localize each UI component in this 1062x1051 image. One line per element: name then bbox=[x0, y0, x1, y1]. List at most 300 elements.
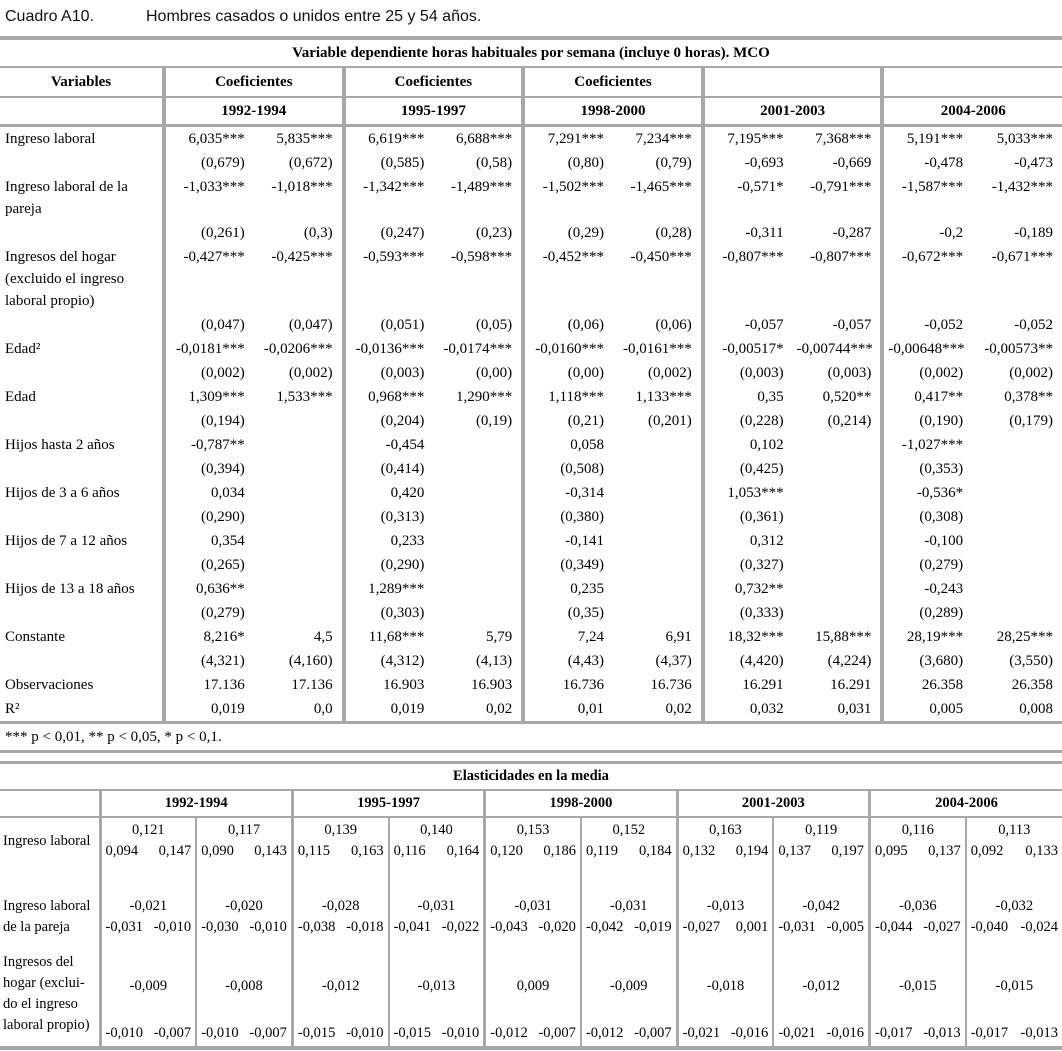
value-cell: 0,520** bbox=[822, 389, 872, 405]
row-label: Hijos de 13 a 18 años bbox=[5, 581, 135, 597]
confidence-interval bbox=[294, 841, 388, 862]
ci-bound: -0,031 bbox=[105, 919, 143, 935]
ci-bound: -0,021 bbox=[682, 1025, 721, 1041]
elasticity-cell bbox=[581, 894, 677, 950]
ci-bound: 0,116 bbox=[393, 843, 426, 859]
row-label: R² bbox=[5, 701, 20, 717]
period-header: 1992-1994 bbox=[164, 97, 344, 126]
confidence-interval bbox=[294, 1023, 388, 1044]
point-estimate: 0,117 bbox=[227, 822, 261, 838]
ci-bound: -0,016 bbox=[826, 1025, 864, 1041]
value-cell: -0,057 bbox=[832, 317, 872, 333]
point-estimate: -0,032 bbox=[995, 898, 1034, 914]
regression-table-body bbox=[0, 126, 1062, 723]
value-cell: -0,672*** bbox=[882, 245, 972, 313]
value-cell: (0,349) bbox=[523, 553, 613, 577]
ci-bound: -0,015 bbox=[393, 1025, 432, 1041]
ci-bound: -0,043 bbox=[490, 919, 528, 935]
value-cell: (0,21) bbox=[523, 409, 613, 433]
confidence-interval bbox=[486, 841, 580, 862]
ci-bound: -0,018 bbox=[346, 919, 384, 935]
ci-bound: -0,010 bbox=[201, 1025, 239, 1041]
point-estimate: 0,152 bbox=[612, 822, 646, 838]
value-cell: -0,00744*** bbox=[796, 341, 873, 357]
ci-bound: -0,013 bbox=[923, 1025, 961, 1041]
value-cell: (0,051) bbox=[344, 313, 434, 337]
value-cell: 0,02 bbox=[665, 701, 692, 717]
row-label: Edad² bbox=[5, 341, 41, 357]
table-row bbox=[0, 673, 1062, 697]
table-row bbox=[0, 385, 1062, 409]
elasticity-cell bbox=[485, 894, 581, 950]
ci-bound: 0,163 bbox=[350, 843, 384, 859]
confidence-interval bbox=[294, 917, 388, 938]
value-cell bbox=[433, 433, 523, 457]
value-cell bbox=[433, 601, 523, 625]
value-cell: 17.136 bbox=[291, 677, 333, 693]
value-cell: -0,243 bbox=[882, 577, 972, 601]
value-cell: -0,00648*** bbox=[882, 337, 972, 361]
value-cell bbox=[433, 457, 523, 481]
value-cell: 6,619*** bbox=[344, 126, 434, 152]
row-label: Constante bbox=[5, 629, 65, 645]
coefficients-header bbox=[882, 67, 1062, 97]
confidence-interval bbox=[774, 917, 868, 938]
table-row bbox=[0, 126, 1062, 152]
value-cell: 0,008 bbox=[1019, 701, 1054, 717]
value-cell: (0,06) bbox=[523, 313, 613, 337]
elasticity-cell bbox=[292, 950, 388, 1048]
value-cell bbox=[972, 505, 1062, 529]
value-cell: -0,0174*** bbox=[443, 341, 513, 357]
value-cell: 5,835*** bbox=[276, 131, 333, 147]
value-cell: 0,732** bbox=[703, 577, 793, 601]
value-cell bbox=[613, 577, 703, 601]
value-cell: 5,79 bbox=[485, 629, 513, 645]
value-cell: -0,311 bbox=[703, 221, 793, 245]
value-cell: -0,141 bbox=[523, 529, 613, 553]
value-cell: -0,669 bbox=[832, 155, 872, 171]
point-estimate: 0,113 bbox=[998, 822, 1031, 838]
value-cell: 0,005 bbox=[882, 697, 972, 723]
value-cell: (0,672) bbox=[288, 155, 333, 171]
point-estimate: -0,021 bbox=[129, 898, 168, 914]
confidence-interval bbox=[390, 917, 484, 938]
ci-bound: -0,042 bbox=[585, 919, 624, 935]
row-label bbox=[0, 553, 164, 577]
point-estimate: -0,020 bbox=[225, 898, 263, 914]
value-cell: (0,290) bbox=[344, 553, 434, 577]
confidence-interval bbox=[774, 1023, 868, 1044]
value-cell bbox=[613, 553, 703, 577]
value-cell: (0,380) bbox=[523, 505, 613, 529]
elasticity-cell bbox=[389, 950, 485, 1048]
ci-bound: -0,038 bbox=[297, 919, 336, 935]
value-cell: -1,018*** bbox=[271, 179, 333, 195]
value-cell: 5,033*** bbox=[996, 131, 1054, 147]
value-cell: (0,003) bbox=[703, 361, 793, 385]
ci-bound: -0,030 bbox=[201, 919, 239, 935]
value-cell bbox=[433, 577, 523, 601]
value-cell: 26.358 bbox=[1011, 677, 1054, 693]
point-estimate: 0,163 bbox=[709, 822, 742, 838]
row-label: Ingreso laboral de la pareja bbox=[3, 898, 91, 935]
elasticity-years-row bbox=[0, 790, 1062, 817]
elasticity-cell bbox=[389, 817, 485, 894]
confidence-interval bbox=[582, 841, 676, 862]
value-cell: (0,002) bbox=[882, 361, 972, 385]
value-cell: 1,289*** bbox=[344, 577, 434, 601]
point-estimate: 0,116 bbox=[901, 822, 934, 838]
value-cell: -0,454 bbox=[344, 433, 434, 457]
value-cell: 16.736 bbox=[650, 677, 692, 693]
point-estimate: 0,121 bbox=[132, 822, 165, 838]
ci-bound: -0,022 bbox=[441, 919, 480, 935]
value-cell: (0,508) bbox=[523, 457, 613, 481]
coefficients-header: Coeficientes bbox=[523, 67, 703, 97]
ci-bound: 0,119 bbox=[585, 843, 619, 859]
value-cell: -1,033*** bbox=[164, 175, 254, 221]
value-cell: 1,309*** bbox=[164, 385, 254, 409]
value-cell: 7,368*** bbox=[815, 131, 872, 147]
ci-bound: 0,120 bbox=[490, 843, 523, 859]
elasticity-table bbox=[0, 761, 1062, 1050]
value-cell bbox=[793, 481, 883, 505]
value-cell: 0,058 bbox=[523, 433, 613, 457]
value-cell: -0,2 bbox=[882, 221, 972, 245]
ci-bound: -0,027 bbox=[682, 919, 721, 935]
value-cell: (0,00) bbox=[475, 365, 513, 381]
table-row bbox=[0, 175, 1062, 221]
value-cell: 18,32*** bbox=[703, 625, 793, 649]
elasticity-cell bbox=[677, 817, 773, 894]
value-cell: 26.358 bbox=[882, 673, 972, 697]
years-header-row bbox=[0, 97, 1062, 126]
point-estimate: -0,028 bbox=[321, 898, 360, 914]
regression-table-footer bbox=[0, 723, 1062, 752]
value-cell: (0,79) bbox=[655, 155, 692, 171]
ci-bound: -0,007 bbox=[538, 1025, 576, 1041]
point-estimate: 0,139 bbox=[324, 822, 358, 838]
table-row bbox=[0, 577, 1062, 601]
ci-bound: -0,041 bbox=[393, 919, 432, 935]
regression-table-header bbox=[0, 38, 1062, 126]
value-cell: 6,035*** bbox=[164, 126, 254, 152]
value-cell: 28,19*** bbox=[882, 625, 972, 649]
value-cell: 0,636** bbox=[164, 577, 254, 601]
table-row bbox=[0, 950, 1062, 1048]
elasticity-cell bbox=[196, 817, 292, 894]
confidence-interval bbox=[197, 917, 291, 938]
value-cell: -0,314 bbox=[523, 481, 613, 505]
value-cell: -0,0181*** bbox=[164, 337, 254, 361]
value-cell: 1,533*** bbox=[276, 389, 333, 405]
value-cell: -0,593*** bbox=[344, 245, 434, 313]
value-cell: 0,354 bbox=[164, 529, 254, 553]
point-estimate: -0,009 bbox=[610, 978, 648, 994]
value-cell: 0,034 bbox=[164, 481, 254, 505]
value-cell bbox=[613, 481, 703, 505]
value-cell: -0,473 bbox=[1014, 155, 1054, 171]
value-cell: 16.291 bbox=[703, 673, 793, 697]
row-label bbox=[0, 457, 164, 481]
value-cell: (0,047) bbox=[164, 313, 254, 337]
confidence-interval bbox=[486, 1023, 580, 1044]
value-cell: 1,118*** bbox=[523, 385, 613, 409]
value-cell bbox=[972, 601, 1062, 625]
value-cell: (0,290) bbox=[164, 505, 254, 529]
value-cell: (0,279) bbox=[164, 601, 254, 625]
ci-bound: -0,027 bbox=[923, 919, 961, 935]
value-cell: 1,053*** bbox=[703, 481, 793, 505]
coefficients-header: Coeficientes bbox=[344, 67, 524, 97]
value-cell bbox=[254, 505, 344, 529]
value-cell: -0,287 bbox=[832, 225, 872, 241]
period-header: 2004-2006 bbox=[882, 97, 1062, 126]
value-cell: (0,313) bbox=[344, 505, 434, 529]
elasticity-cell bbox=[196, 950, 292, 1048]
ci-bound: -0,007 bbox=[634, 1025, 672, 1041]
variables-column-header: Variables bbox=[0, 67, 164, 97]
table-row bbox=[0, 313, 1062, 337]
period-header: 2001-2003 bbox=[677, 790, 869, 817]
confidence-interval bbox=[390, 841, 484, 862]
confidence-interval bbox=[871, 917, 965, 938]
value-cell: -0,450*** bbox=[630, 249, 692, 265]
value-cell: -0,00573** bbox=[984, 341, 1054, 357]
value-cell: (0,179) bbox=[1009, 413, 1054, 429]
point-estimate: 0,009 bbox=[516, 978, 550, 994]
value-cell: (0,002) bbox=[164, 361, 254, 385]
row-label: Hijos hasta 2 años bbox=[5, 437, 115, 453]
value-cell: 0,02 bbox=[485, 701, 513, 717]
value-cell: (4,312) bbox=[344, 649, 434, 673]
value-cell: 28,25*** bbox=[996, 629, 1054, 645]
value-cell: 11,68*** bbox=[344, 625, 434, 649]
point-estimate: -0,008 bbox=[225, 978, 263, 994]
confidence-interval bbox=[679, 1023, 773, 1044]
value-cell: -1,465*** bbox=[630, 179, 692, 195]
value-cell: (4,13) bbox=[475, 653, 513, 669]
value-cell bbox=[793, 505, 883, 529]
value-cell: (0,204) bbox=[344, 409, 434, 433]
value-cell: -0,571* bbox=[703, 175, 793, 221]
empty-header-cell bbox=[0, 790, 100, 817]
ci-bound: 0,184 bbox=[639, 843, 672, 859]
row-label bbox=[0, 649, 164, 673]
ci-bound: -0,010 bbox=[441, 1025, 480, 1041]
value-cell: (4,420) bbox=[703, 649, 793, 673]
value-cell bbox=[972, 553, 1062, 577]
value-cell: (0,002) bbox=[288, 365, 333, 381]
confidence-interval bbox=[871, 841, 965, 862]
value-cell bbox=[972, 433, 1062, 457]
value-cell: (0,3) bbox=[303, 225, 333, 241]
elasticity-table-body bbox=[0, 817, 1062, 1048]
ci-bound: 0,133 bbox=[1025, 843, 1058, 859]
period-header: 1998-2000 bbox=[485, 790, 677, 817]
value-cell: -0,100 bbox=[882, 529, 972, 553]
value-cell: 16.736 bbox=[523, 673, 613, 697]
table-row bbox=[0, 337, 1062, 361]
table-row bbox=[0, 433, 1062, 457]
confidence-interval bbox=[197, 1023, 291, 1044]
table-row bbox=[0, 529, 1062, 553]
period-header: 1998-2000 bbox=[523, 97, 703, 126]
value-cell: 0,235 bbox=[523, 577, 613, 601]
value-cell: 0,01 bbox=[523, 697, 613, 723]
value-cell bbox=[254, 481, 344, 505]
elasticity-cell bbox=[100, 817, 196, 894]
value-cell bbox=[254, 433, 344, 457]
value-cell: 5,191*** bbox=[882, 126, 972, 152]
value-cell bbox=[254, 409, 344, 433]
value-cell bbox=[613, 529, 703, 553]
value-cell: (0,585) bbox=[344, 151, 434, 175]
value-cell: 0,968*** bbox=[344, 385, 434, 409]
ci-bound: -0,044 bbox=[875, 919, 913, 935]
row-label bbox=[0, 221, 164, 245]
value-cell: 7,195*** bbox=[703, 126, 793, 152]
row-label: Ingreso laboral bbox=[5, 131, 96, 147]
value-cell: 0,019 bbox=[344, 697, 434, 723]
value-cell: 16.903 bbox=[344, 673, 434, 697]
table-row bbox=[0, 151, 1062, 175]
ci-bound: 0,137 bbox=[778, 843, 811, 859]
table-row bbox=[0, 245, 1062, 313]
value-cell: (0,303) bbox=[344, 601, 434, 625]
value-cell: (0,333) bbox=[703, 601, 793, 625]
ci-bound: 0,194 bbox=[735, 843, 769, 859]
ci-bound: 0,147 bbox=[158, 843, 192, 859]
point-estimate: -0,042 bbox=[802, 898, 840, 914]
value-cell: (0,279) bbox=[882, 553, 972, 577]
value-cell: 0,378** bbox=[1004, 389, 1054, 405]
coefficients-header bbox=[703, 67, 883, 97]
value-cell: -0,787** bbox=[164, 433, 254, 457]
ci-bound: -0,021 bbox=[778, 1025, 816, 1041]
table-caption bbox=[0, 0, 1062, 36]
value-cell: -0,052 bbox=[1014, 317, 1054, 333]
ci-bound: -0,013 bbox=[1020, 1025, 1058, 1041]
elasticity-cell bbox=[485, 817, 581, 894]
ci-bound: -0,007 bbox=[249, 1025, 287, 1041]
value-cell bbox=[254, 601, 344, 625]
table-row bbox=[0, 697, 1062, 723]
ci-bound: 0,115 bbox=[297, 843, 330, 859]
row-label: Observaciones bbox=[5, 677, 94, 693]
confidence-interval bbox=[102, 1023, 196, 1044]
value-cell bbox=[613, 457, 703, 481]
value-cell: -0,0161*** bbox=[623, 341, 692, 357]
period-header: 2004-2006 bbox=[870, 790, 1062, 817]
confidence-interval bbox=[102, 841, 196, 862]
period-header: 2001-2003 bbox=[703, 97, 883, 126]
value-cell: -1,432*** bbox=[991, 179, 1054, 195]
value-cell: (0,002) bbox=[1009, 365, 1054, 381]
confidence-interval bbox=[197, 841, 291, 862]
point-estimate: -0,036 bbox=[899, 898, 937, 914]
value-cell: -0,427*** bbox=[164, 245, 254, 313]
elasticity-cell bbox=[581, 950, 677, 1048]
value-cell: (0,05) bbox=[475, 317, 513, 333]
point-estimate: 0,119 bbox=[805, 822, 838, 838]
value-cell bbox=[793, 433, 883, 457]
value-cell: (4,37) bbox=[655, 653, 692, 669]
value-cell: (0,289) bbox=[882, 601, 972, 625]
value-cell bbox=[972, 457, 1062, 481]
value-cell: (0,247) bbox=[344, 221, 434, 245]
confidence-interval bbox=[871, 1023, 965, 1044]
value-cell: -0,478 bbox=[882, 151, 972, 175]
ci-bound: -0,010 bbox=[105, 1025, 143, 1041]
value-cell: (4,224) bbox=[827, 653, 872, 669]
ci-bound: 0,137 bbox=[928, 843, 961, 859]
elasticity-cell bbox=[966, 817, 1062, 894]
value-cell: 15,88*** bbox=[815, 629, 872, 645]
value-cell bbox=[254, 529, 344, 553]
row-label: Ingresos del hogar (excluido el ingreso laboral propio) bbox=[5, 249, 125, 309]
elasticity-cell bbox=[966, 950, 1062, 1048]
value-cell bbox=[793, 529, 883, 553]
table-row bbox=[0, 649, 1062, 673]
value-cell: 8,216* bbox=[164, 625, 254, 649]
value-cell: (0,190) bbox=[882, 409, 972, 433]
row-label: Ingreso laboral bbox=[3, 833, 91, 849]
elasticity-cell bbox=[292, 817, 388, 894]
value-cell: -1,489*** bbox=[450, 179, 513, 195]
ci-bound: -0,012 bbox=[585, 1025, 624, 1041]
confidence-interval bbox=[774, 841, 868, 862]
value-cell: (4,43) bbox=[523, 649, 613, 673]
value-cell bbox=[433, 505, 523, 529]
point-estimate: 0,153 bbox=[516, 822, 550, 838]
point-estimate: -0,031 bbox=[610, 898, 648, 914]
elasticity-cell bbox=[100, 894, 196, 950]
ci-bound: 0,001 bbox=[735, 919, 769, 935]
point-estimate: 0,140 bbox=[420, 822, 453, 838]
elasticity-cell bbox=[773, 950, 869, 1048]
value-cell: 0,420 bbox=[344, 481, 434, 505]
elasticity-cell bbox=[292, 894, 388, 950]
elasticity-cell bbox=[773, 894, 869, 950]
value-cell: -0,00517* bbox=[703, 337, 793, 361]
value-cell bbox=[254, 577, 344, 601]
value-cell: (0,214) bbox=[827, 413, 872, 429]
table-row bbox=[0, 817, 1062, 894]
value-cell: (0,353) bbox=[882, 457, 972, 481]
ci-bound: -0,010 bbox=[346, 1025, 384, 1041]
row-label bbox=[0, 151, 164, 175]
ci-bound: -0,016 bbox=[730, 1025, 769, 1041]
point-estimate: -0,015 bbox=[995, 978, 1034, 994]
elasticity-table-header bbox=[0, 763, 1062, 818]
value-cell: (0,28) bbox=[655, 225, 692, 241]
value-cell: (0,308) bbox=[882, 505, 972, 529]
ci-bound: 0,143 bbox=[254, 843, 287, 859]
value-cell bbox=[793, 601, 883, 625]
value-cell: (0,00) bbox=[523, 361, 613, 385]
value-cell: (0,58) bbox=[475, 155, 513, 171]
ci-bound: 0,094 bbox=[105, 843, 139, 859]
value-cell bbox=[972, 481, 1062, 505]
value-cell bbox=[613, 601, 703, 625]
value-cell: -1,342*** bbox=[344, 175, 434, 221]
table-row bbox=[0, 505, 1062, 529]
value-cell bbox=[433, 529, 523, 553]
value-cell: -0,425*** bbox=[271, 249, 333, 265]
point-estimate: -0,031 bbox=[417, 898, 456, 914]
